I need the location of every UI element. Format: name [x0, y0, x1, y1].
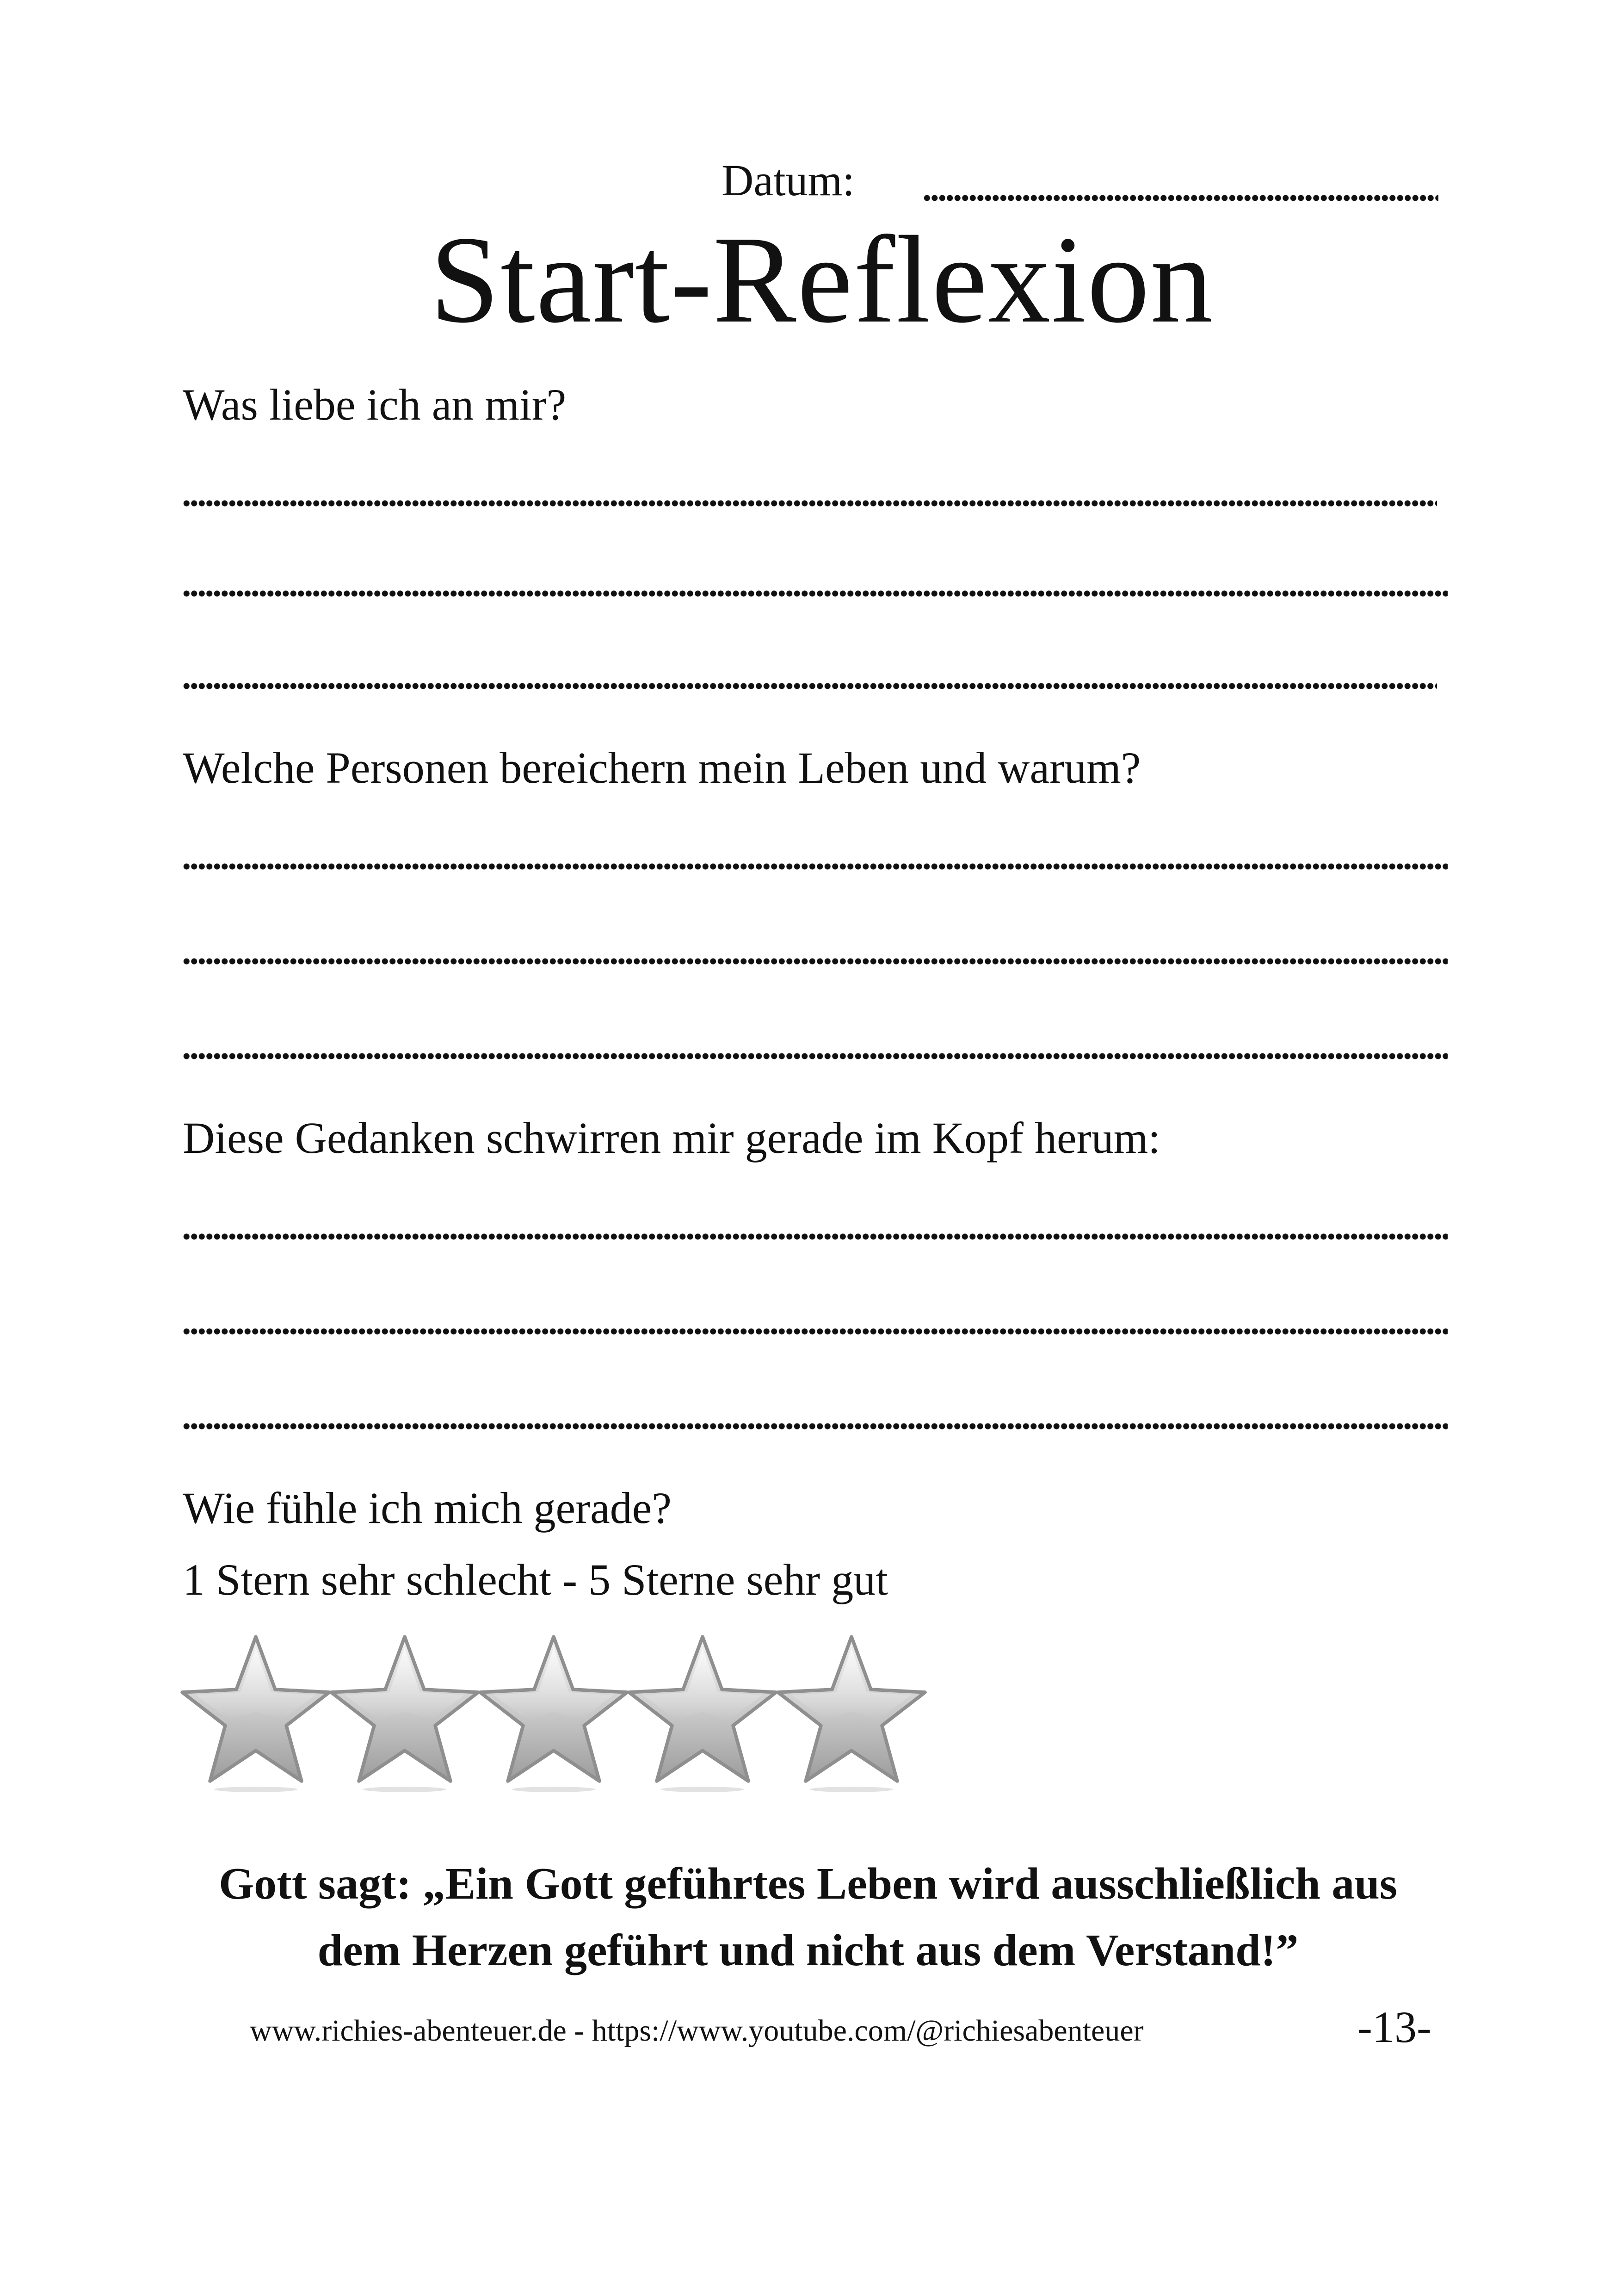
- star-4-button[interactable]: [626, 1628, 779, 1795]
- answer-line-3-1[interactable]: [183, 1231, 1448, 1243]
- star-icon: [626, 1628, 779, 1795]
- quote-line-1: Gott sagt: „Ein Gott geführtes Leben wird ausschließlich aus: [218, 1859, 1398, 1909]
- quote-line-2: dem Herzen geführt und nicht aus dem Verstand!”: [317, 1925, 1299, 1975]
- star-icon: [179, 1628, 332, 1795]
- star-5-button[interactable]: [775, 1628, 928, 1795]
- question-love-myself: Was liebe ich an mir?: [183, 380, 567, 429]
- star-rating: [179, 1628, 929, 1795]
- question-feeling: Wie fühle ich mich gerade?: [183, 1483, 672, 1533]
- star-icon: [477, 1628, 630, 1795]
- rating-scale-hint: 1 Stern sehr schlecht - 5 Sterne sehr gut: [183, 1555, 888, 1604]
- page-title: Start-Reflexion: [430, 210, 1214, 349]
- answer-line-1-2[interactable]: [183, 588, 1448, 600]
- answer-line-1-3[interactable]: [183, 680, 1437, 692]
- answer-line-3-2[interactable]: [183, 1325, 1448, 1337]
- quote-block: [0, 1850, 1616, 1984]
- answer-line-2-3[interactable]: [183, 1050, 1448, 1062]
- star-1-button[interactable]: [179, 1628, 332, 1795]
- date-row: [722, 153, 1443, 208]
- answer-line-1-1[interactable]: [183, 497, 1437, 509]
- star-icon: [775, 1628, 928, 1795]
- answer-line-2-1[interactable]: [183, 860, 1448, 873]
- star-3-button[interactable]: [477, 1628, 630, 1795]
- star-icon: [328, 1628, 481, 1795]
- date-input-line[interactable]: [923, 192, 1438, 204]
- answer-line-3-3[interactable]: [183, 1420, 1448, 1432]
- page-number: -13-: [1357, 2002, 1431, 2052]
- date-label: Datum:: [722, 155, 855, 205]
- question-people-enrich: Welche Personen bereichern mein Leben und warum?: [183, 743, 1141, 792]
- footer-links: www.richies-abenteuer.de - https://www.youtube.com/@richiesabenteuer: [250, 2014, 1144, 2048]
- answer-line-2-2[interactable]: [183, 955, 1448, 967]
- star-2-button[interactable]: [328, 1628, 481, 1795]
- question-thoughts: Diese Gedanken schwirren mir gerade im Kopf herum:: [183, 1113, 1160, 1163]
